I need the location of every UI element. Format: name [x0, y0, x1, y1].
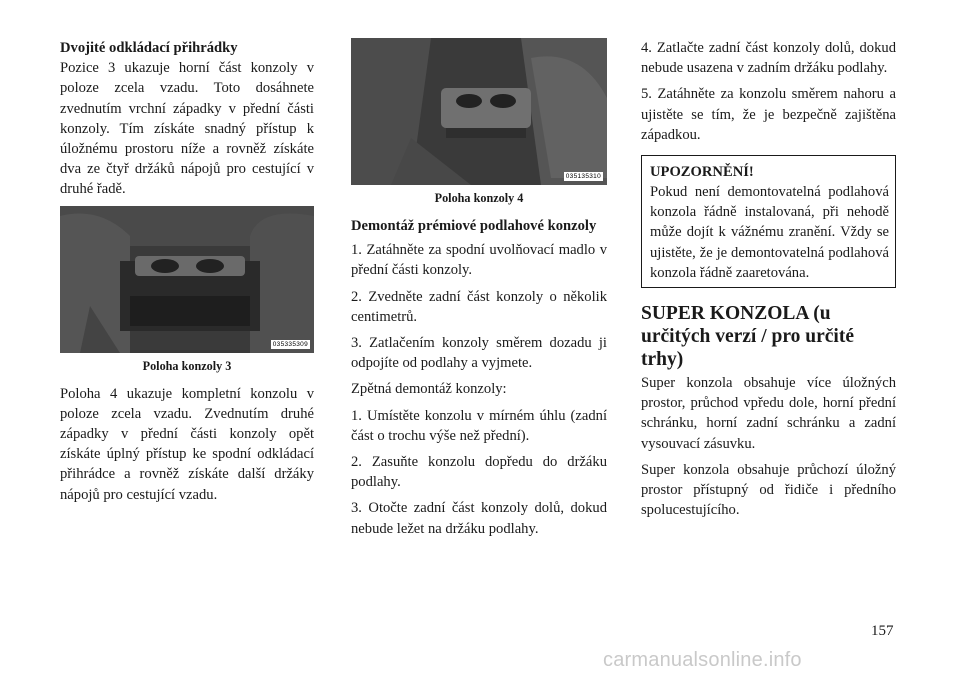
paragraph: Super konzola obsahuje průchozí úložný prostor přístupný od řidiče i předního spolucestujícího.	[641, 461, 896, 519]
left-column	[60, 38, 314, 511]
page-number: 157	[871, 623, 894, 639]
section-heading: Demontáž prémiové podlahové konzoly	[351, 218, 597, 234]
image-caption: Poloha konzoly 4	[434, 191, 524, 205]
paragraph: Poloha 4 ukazuje kompletní konzolu v poloze zcela vzadu. Zvednutím druhé západky v přední části konzoly opět získáte úplný přístup ke spodní odkládací přihrádce a rovněž získáte další držáky nápojů pro cestující vzadu.	[60, 385, 314, 503]
warning-text: Pokud není demontovatelná podlahová konzola řádně instalovaná, při nehodě může dojít k vážnému zranění. Vždy se ujistěte, že je demontovatelná podlahová konzola řádně zaaretována.	[650, 184, 889, 281]
warning-title: UPOZORNĚNÍ!	[650, 164, 754, 181]
subheading: Zpětná demontáž konzoly:	[351, 381, 507, 398]
warning-box	[641, 155, 896, 288]
step: 3. Zatlačením konzoly směrem dozadu ji odpojíte od podlahy a vyjmete.	[351, 335, 607, 372]
right-column	[641, 38, 896, 526]
console-position-3-photo	[60, 206, 314, 353]
super-console-heading: SUPER KONZOLA (u určitých verzí / pro určité trhy)	[641, 303, 854, 371]
step: 5. Zatáhněte za konzolu směrem nahoru a ujistěte se tím, že je bezpečně zajištěna západkou.	[641, 86, 896, 143]
step: 3. Otočte zadní část konzoly dolů, dokud nebude ležet na držáku podlahy.	[351, 500, 607, 537]
step: 2. Zvedněte zadní část konzoly o několik centimetrů.	[351, 288, 607, 325]
middle-column	[351, 38, 607, 545]
step: 1. Umístěte konzolu v mírném úhlu (zadní část o trochu výše než přední).	[351, 407, 607, 444]
paragraph: Pozice 3 ukazuje horní část konzoly v poloze zcela vzadu. Toto dosáhnete zvednutím vrchní západky v přední části konzoly. Tím získáte snadný přístup k úložnému prostoru níže a rovněž získáte dva ze čtyř držáků nápojů pro cestující v druhé řadě.	[60, 60, 314, 198]
paragraph: Super konzola obsahuje více úložných prostor, průchod vpředu dole, horní přední schránku, horní zadní schránku a zadní vysouvací zásuvku.	[641, 375, 896, 452]
step: 4. Zatlačte zadní část konzoly dolů, dokud nebude usazena v zadním držáku podlahy.	[641, 40, 896, 77]
image-code: 035335309	[272, 340, 308, 348]
step: 1. Zatáhněte za spodní uvolňovací madlo v přední části konzoly.	[351, 242, 607, 279]
console-position-4-photo	[351, 38, 607, 185]
step: 2. Zasuňte konzolu dopředu do držáku podlahy.	[351, 454, 607, 491]
image-caption: Poloha konzoly 3	[142, 358, 232, 373]
image-code: 035135310	[565, 173, 601, 180]
watermark: carmanualsonline.info	[603, 649, 802, 671]
section-heading: Dvojité odkládací přihrádky	[60, 40, 238, 56]
